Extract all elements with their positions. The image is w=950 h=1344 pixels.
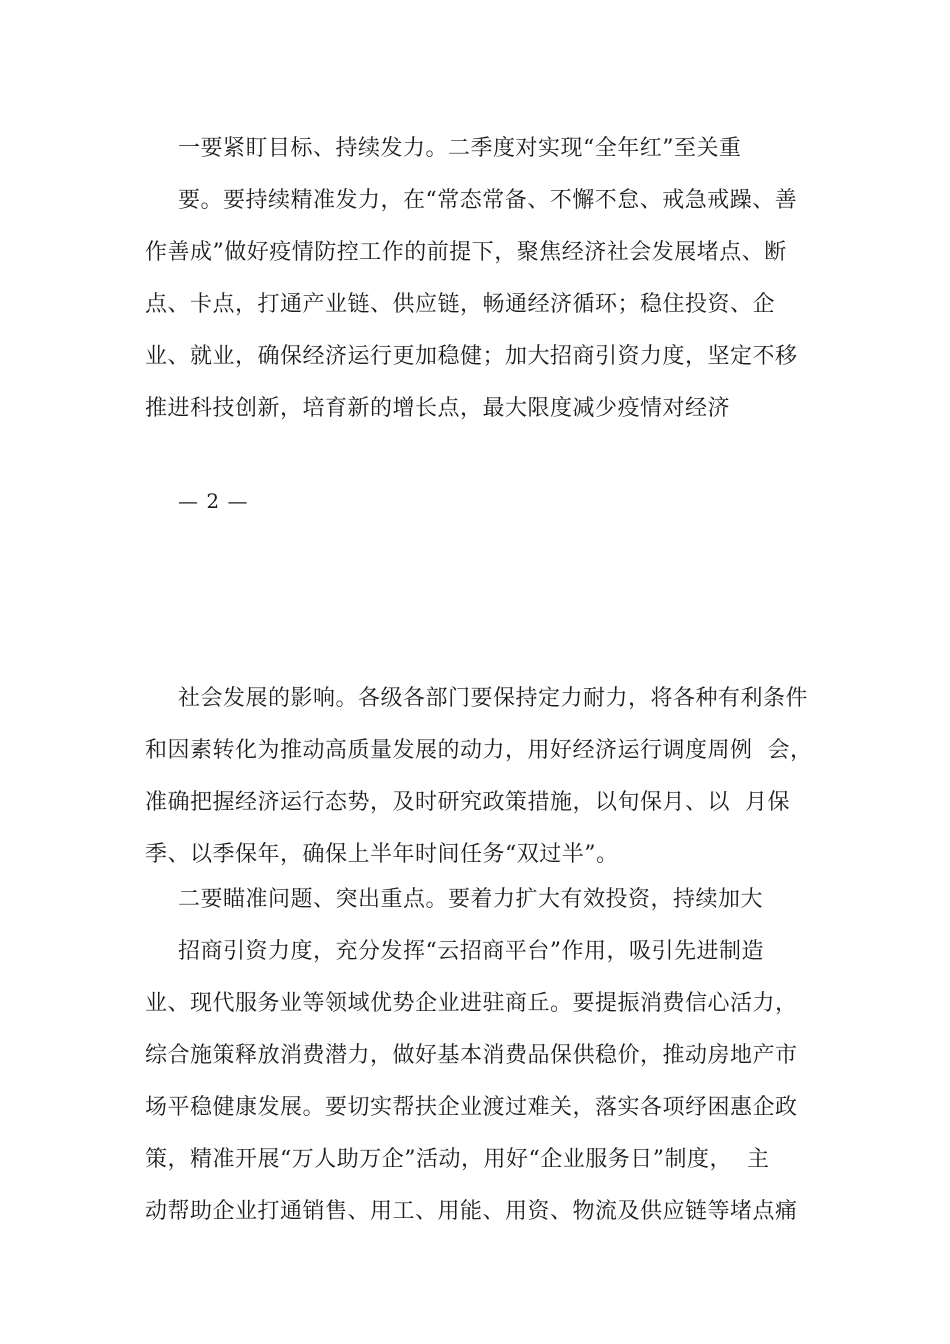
paragraph-line: 业、就业，确保经济运行更加稳健；加大招商引资力度，坚定不移 <box>145 344 798 369</box>
paragraph-line: 业、现代服务业等领域优势企业进驻商丘。要提振消费信心活力， <box>145 991 798 1016</box>
paragraph-line: 招商引资力度，充分发挥“云招商平台”作用，吸引先进制造 <box>178 939 764 964</box>
paragraph-line: 作善成”做好疫情防控工作的前提下，聚焦经济社会发展堵点、断 <box>145 240 787 265</box>
paragraph-line: 动帮助企业打通销售、用工、用能、用资、物流及供应链等堵点痛 <box>145 1199 798 1224</box>
paragraph-line: 社会发展的影响。各级各部门要保持定力耐力，将各种有利条件 <box>178 686 809 711</box>
paragraph-line: 推进科技创新，培育新的增长点，最大限度减少疫情对经济 <box>145 396 731 421</box>
paragraph-line: 二要瞄准问题、突出重点。要着力扩大有效投资，持续加大 <box>178 887 764 912</box>
paragraph-line: 要。要持续精准发力，在“常态常备、不懈不怠、戒急戒躁、善 <box>178 188 798 213</box>
paragraph-line: 季、以季保年，确保上半年时间任务“双过半”。 <box>145 842 619 867</box>
paragraph-line: 场平稳健康发展。要切实帮扶企业渡过难关，落实各项纾困惠企政 <box>145 1095 798 1120</box>
paragraph-line: 综合施策释放消费潜力，做好基本消费品保供稳价，推动房地产市 <box>145 1043 798 1068</box>
paragraph-line: 和因素转化为推动高质量发展的动力，用好经济运行调度周例 会， <box>145 738 813 763</box>
paragraph-line: 一要紧盯目标、持续发力。二季度对实现“全年红”至关重 <box>178 136 742 161</box>
paragraph-line: 点、卡点，打通产业链、供应链，畅通经济循环；稳住投资、企 <box>145 292 776 317</box>
paragraph-line: 策，精准开展“万人助万企”活动，用好“企业服务日”制度， 主 <box>145 1147 770 1172</box>
paragraph-line: 准确把握经济运行态势，及时研究政策措施，以旬保月、以 月保 <box>145 790 790 815</box>
page-number: — 2 — <box>178 489 249 513</box>
